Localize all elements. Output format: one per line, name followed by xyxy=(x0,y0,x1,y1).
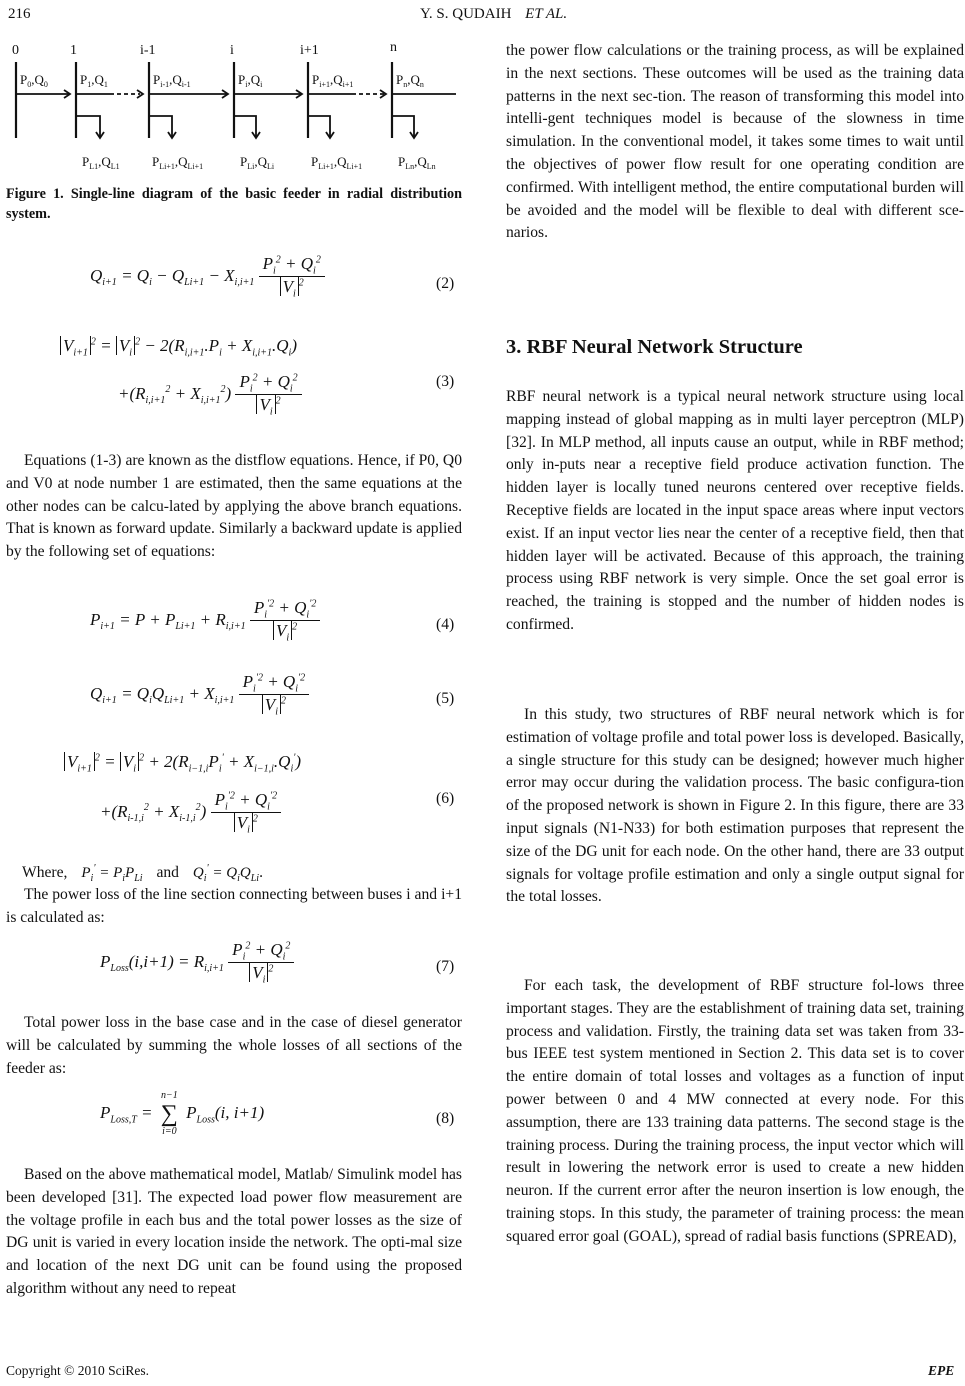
svg-text:PLi+1,QLi+1: $P_{Li+1},Q_{Li+1}$ xyxy=(311,154,363,171)
footer-copyright: Copyright © 2010 SciRes. xyxy=(6,1363,150,1378)
svg-text:Pi,Qi: $P_i,Q_i$ xyxy=(238,72,263,89)
node-label-0: 0 xyxy=(12,43,19,58)
node-label-i-minus-1: i-1 xyxy=(140,43,156,58)
equation-number-6: (6) xyxy=(436,790,455,807)
equation-number-7: (7) xyxy=(436,958,455,975)
paragraph-matlab-model: Based on the above mathematical model, Matlab/ Simulink model has been developed [31]. The expected load power flow measurement are the voltage profile in each bus and the total power losses as the size of DG unit is varied in every location inside the network. The opti-mal size and location of the next DG unit can be found using the proposed algorithm without any need to repeat xyxy=(6,1166,462,1297)
feeder-diagram xyxy=(6,38,466,178)
flow-labels xyxy=(20,72,424,89)
svg-text:P0,Q0: $P_0,Q_0$ xyxy=(20,72,48,89)
svg-text:PL1,QL1: $P_{L1},Q_{L1}$ xyxy=(82,154,120,171)
equation-3-line-1: $V_{i+1}^2 = V_i^2 - 2(R_{i,i+1}.P_i + X_{i,i+1}.Q_i)$ xyxy=(60,336,297,358)
page-number: 216 xyxy=(8,6,31,22)
footer-journal: EPE xyxy=(928,1363,955,1378)
equation-number-5: (5) xyxy=(436,690,455,707)
equation-number-2: (2) xyxy=(436,275,455,292)
svg-text:P1,Q1: $P_1,Q_1$ xyxy=(80,72,108,89)
node-label-1: 1 xyxy=(70,43,77,58)
paragraph-total-loss: Total power loss in the base case and in the case of diesel generator will be calculated by summing the whole losses of all sections of the feeder as: xyxy=(6,1014,462,1077)
paragraph-power-loss: The power loss of the line section connecting between buses i and i+1 is calculated as: xyxy=(6,886,462,926)
equation-2: $Q_{i+1} = Q_i - Q_{Li+1} - X_{i,i+1}$ $\frac{P_i^2 + Q_i^2}{V_i^2}$ xyxy=(90,254,325,300)
equation-6-line-1: $V_{i+1}^2 = V_i^2 + 2(R_{i-1,i}P_i' + X_{i-1,i}.Q_i')$ xyxy=(64,752,301,774)
paragraph-rbf-intro: RBF neural network is a typical neural network structure using local mapping instead of global mapping as in multi layer perceptron (MLP) [32]. In MLP method, all inputs cause an output, while in RBF method; only in-puts near a receptive field produce activation function. The hidden layer is locally tuned neurons centered over receptive fields. Receptive fields are located in the input space areas where input vectors exist. If an input vector lies near the center of a receptive field, then that hidden layer will be activated. Because of this approach, the training process using RBF network is very simple. Once the set goal error is reached, the training is stopped and the number of hidden nodes is confirmed. xyxy=(506,388,964,633)
running-title-author: Y. S. QUDAIH xyxy=(420,6,512,22)
equation-5: $Q_{i+1} = Q_iQ_{Li+1} + X_{i,i+1}$ $\frac{P_i^{'2} + Q_i^{'2}}{V_i^2}$ xyxy=(90,672,309,718)
svg-text:PLn,QLn: $P_{Ln},Q_{Ln}$ xyxy=(398,154,436,171)
paragraph-continued: the power flow calculations or the training process, as will be explained in the next sections. These outcomes will be used as the training data patterns in the next sec-tion. The reason of transforming this model into intelli-gent techniques model is because of the slowness in time simulation. In the conventional model, it takes some times to wait until the objectives of power flow result for one operating condition are confirmed. With intelligent method, the entire computational burden will be avoided and the model will be flexible to deal with different sce-narios. xyxy=(506,42,964,242)
where-label: Where, xyxy=(22,864,68,881)
section-title: 3. RBF Neural Network Structure xyxy=(506,336,803,358)
paragraph-rbf-structures: In this study, two structures of RBF neural network which is for estimation of voltage profile and total power loss is developed. Basically, a single structure for this study can be designed; however much higher error may occur during the validation process. The basic configura-tion of the proposed network is shown in Figure 2. In this figure, there are 33 input signals (N1-N33) for both estimation purposes that represent the size of the DG unit for each node. On the other hand, there are 33 output signals for voltage profile estimation and only a single output signal for the total losses. xyxy=(506,706,964,906)
svg-text:Pi+1,Qi+1: $P_{i+1},Q_{i+1}$ xyxy=(312,72,354,89)
node-label-n: n xyxy=(390,40,397,55)
equation-8: $P_{Loss,T}$ = n−1 ∑ i=0 $P_{Loss}(i$, i+1) xyxy=(100,1090,265,1137)
where-line: Where, $P_i' = P_iP_{Li}$ and $Q_i' = Q_iQ_{Li}$. xyxy=(22,863,263,884)
line-flows xyxy=(16,90,456,98)
node-label-i-plus-1: i+1 xyxy=(300,43,319,58)
load-labels xyxy=(82,154,436,171)
running-title-et-al: ET AL. xyxy=(525,6,568,22)
paragraph-rbf-stages: For each task, the development of RBF structure fol-lows three important stages. They are the establishment of training data set, training process and validation. Firstly, the training data set was taken from 33-bus IEEE test system mentioned in Section 2. This data set is to cover the entire domain of total losses and voltages as a function of input power between 0 and 4 MW connected at every node. For this assumption, there are 133 training data patterns. The second stage is the training process. During the training process, the input vector which will result in lowering the network error is used to create a new hidden neuron. If the current error after the neuron insertion is low enough, the training stops. In this study, the parameter of training process: the mean squared error goal (GOAL), spread of radial basis functions (SPREAD), xyxy=(506,977,964,1245)
svg-text:Pi-1,Qi-1: $P_{i-1},Q_{i-1}$ xyxy=(153,72,191,89)
node-label-i: i xyxy=(230,43,234,58)
figure-caption: Figure 1. Single-line diagram of the basic feeder in radial distribution system. xyxy=(6,186,462,222)
equation-number-8: (8) xyxy=(436,1110,455,1127)
running-title xyxy=(420,6,567,23)
equation-4: $P_{i+1} = P + P_{Li+1} + R_{i,i+1}$ $\frac{P_i^{'2} + Q_i^{'2}}{V_i^2}$ xyxy=(90,598,320,644)
equation-number-3: (3) xyxy=(436,373,455,390)
and-label: and xyxy=(156,864,179,881)
equation-7: $P_{Loss}(i,i+1) = R_{i,i+1}$ $\frac{P_i^2 + Q_i^2}{V_i^2}$ xyxy=(100,940,294,986)
svg-text:PLi,QLi: $P_{Li},Q_{Li}$ xyxy=(240,154,275,171)
equation-number-4: (4) xyxy=(436,616,455,633)
paragraph-distflow: Equations (1-3) are known as the distflow equations. Hence, if P0, Q0 and V0 at node number 1 are estimated, then the same equations at the other nodes can be calcu-lated by applying the above branch equations. That is known as forward update. Similarly a backward update is applied by the following set of equations: xyxy=(6,452,462,561)
equation-3-line-2: $+(R_{i,i+1}^2 + X_{i,i+1}^2)$ $\frac{P_i^2 + Q_i^2}{V_i^2}$ xyxy=(118,372,302,418)
load-arrows xyxy=(76,116,418,138)
svg-text:PLi+1,QLi+1: $P_{Li+1},Q_{Li+1}$ xyxy=(152,154,204,171)
equation-6-line-2: $+(R_{i-1,i}^2 + X_{i-1,i}^2)$ $\frac{P_i^{'2} + Q_i^{'2}}{V_i^2}$ xyxy=(100,790,281,836)
svg-text:Pn,Qn: $P_n,Q_n$ xyxy=(396,72,424,89)
